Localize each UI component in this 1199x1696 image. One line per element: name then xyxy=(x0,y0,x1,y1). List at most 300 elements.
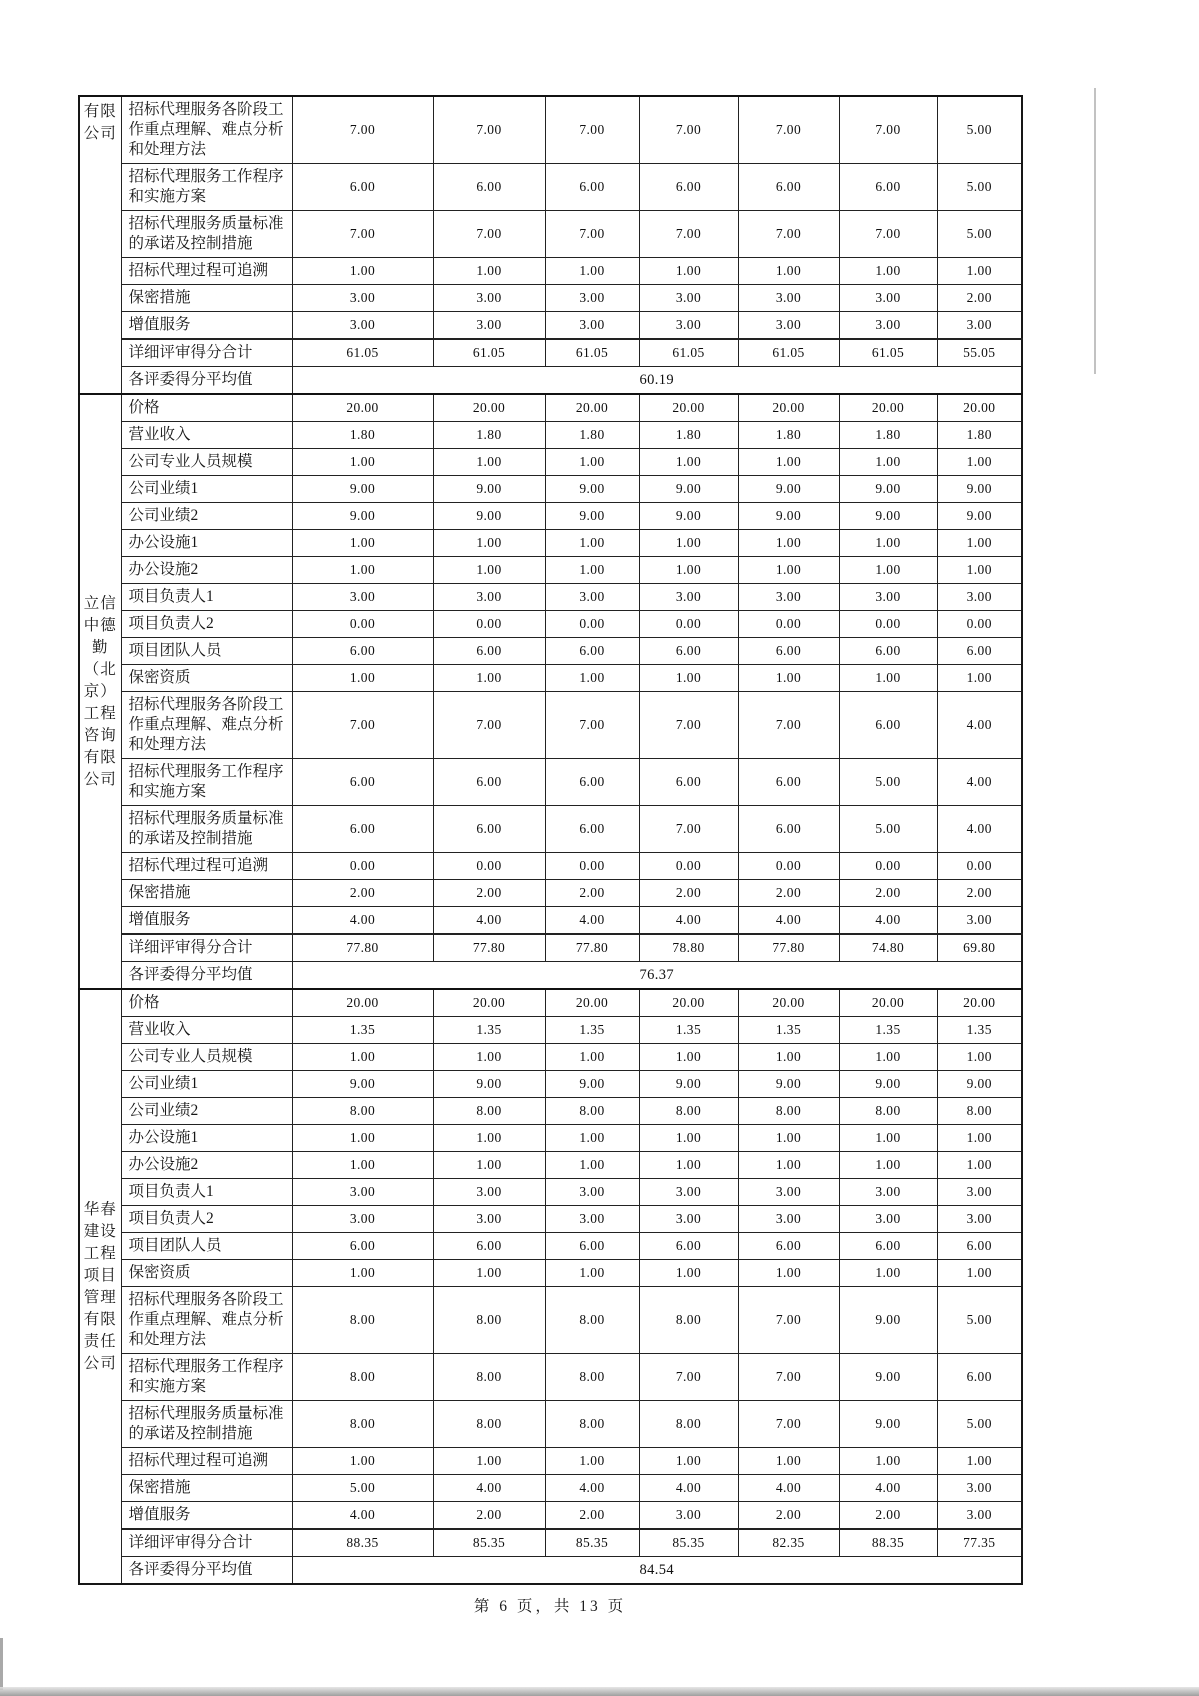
score-cell: 5.00 xyxy=(839,806,937,853)
score-cell: 1.00 xyxy=(433,1044,545,1071)
score-cell: 8.00 xyxy=(545,1401,639,1448)
score-cell: 20.00 xyxy=(639,989,738,1017)
score-row xyxy=(79,96,1022,164)
score-cell: 3.00 xyxy=(738,1206,839,1233)
score-cell: 6.00 xyxy=(433,164,545,211)
criteria-label: 各评委得分平均值 xyxy=(121,1557,292,1585)
score-cell: 3.00 xyxy=(639,1502,738,1530)
score-cell: 4.00 xyxy=(639,907,738,935)
score-cell: 1.00 xyxy=(937,665,1022,692)
score-row xyxy=(79,1354,1022,1401)
score-row xyxy=(79,1125,1022,1152)
score-cell: 2.00 xyxy=(738,1502,839,1530)
criteria-label: 保密措施 xyxy=(121,880,292,907)
score-cell: 9.00 xyxy=(738,476,839,503)
score-cell: 1.80 xyxy=(738,422,839,449)
score-cell: 3.00 xyxy=(937,1475,1022,1502)
criteria-label: 增值服务 xyxy=(121,907,292,935)
score-row xyxy=(79,1475,1022,1502)
score-cell: 1.00 xyxy=(545,258,639,285)
score-cell: 6.00 xyxy=(292,806,433,853)
score-cell: 6.00 xyxy=(937,1233,1022,1260)
criteria-label: 营业收入 xyxy=(121,422,292,449)
score-cell: 4.00 xyxy=(937,759,1022,806)
score-cell: 88.35 xyxy=(292,1529,433,1557)
score-cell: 1.80 xyxy=(433,422,545,449)
score-cell: 0.00 xyxy=(937,853,1022,880)
score-cell: 1.00 xyxy=(292,1448,433,1475)
score-cell: 55.05 xyxy=(937,339,1022,367)
score-cell: 3.00 xyxy=(545,312,639,340)
score-cell: 8.00 xyxy=(545,1287,639,1354)
score-cell: 7.00 xyxy=(433,692,545,759)
score-cell: 1.35 xyxy=(937,1017,1022,1044)
score-cell: 7.00 xyxy=(839,96,937,164)
score-cell: 8.00 xyxy=(292,1098,433,1125)
score-cell: 0.00 xyxy=(433,611,545,638)
score-cell: 1.80 xyxy=(545,422,639,449)
score-cell: 61.05 xyxy=(292,339,433,367)
scan-edge-artifact xyxy=(1094,88,1096,374)
score-cell: 1.35 xyxy=(639,1017,738,1044)
score-cell: 2.00 xyxy=(433,880,545,907)
score-cell: 6.00 xyxy=(839,164,937,211)
criteria-label: 增值服务 xyxy=(121,1502,292,1530)
score-cell: 1.00 xyxy=(937,1044,1022,1071)
criteria-label: 项目负责人1 xyxy=(121,1179,292,1206)
score-cell: 7.00 xyxy=(639,211,738,258)
average-row xyxy=(79,367,1022,395)
score-cell: 1.00 xyxy=(545,1125,639,1152)
score-cell: 20.00 xyxy=(639,394,738,422)
score-cell: 1.00 xyxy=(738,557,839,584)
criteria-label: 办公设施2 xyxy=(121,557,292,584)
score-cell: 1.00 xyxy=(937,1448,1022,1475)
criteria-label: 营业收入 xyxy=(121,1017,292,1044)
score-cell: 6.00 xyxy=(738,164,839,211)
score-cell: 7.00 xyxy=(545,692,639,759)
score-row xyxy=(79,1448,1022,1475)
score-cell: 1.00 xyxy=(937,1125,1022,1152)
score-cell: 1.00 xyxy=(545,1044,639,1071)
score-cell: 3.00 xyxy=(433,1206,545,1233)
score-cell: 1.00 xyxy=(292,1260,433,1287)
score-cell: 1.00 xyxy=(639,1044,738,1071)
score-cell: 8.00 xyxy=(433,1098,545,1125)
score-cell: 3.00 xyxy=(639,285,738,312)
score-cell: 1.00 xyxy=(738,1260,839,1287)
score-cell: 4.00 xyxy=(738,907,839,935)
score-cell: 7.00 xyxy=(292,211,433,258)
criteria-label: 公司业绩1 xyxy=(121,476,292,503)
score-cell: 1.35 xyxy=(545,1017,639,1044)
score-cell: 5.00 xyxy=(292,1475,433,1502)
score-cell: 3.00 xyxy=(839,312,937,340)
score-cell: 0.00 xyxy=(292,611,433,638)
score-row xyxy=(79,989,1022,1017)
score-cell: 6.00 xyxy=(839,1233,937,1260)
total-row xyxy=(79,1529,1022,1557)
score-cell: 3.00 xyxy=(937,312,1022,340)
criteria-label: 各评委得分平均值 xyxy=(121,962,292,990)
score-cell: 85.35 xyxy=(545,1529,639,1557)
score-cell: 77.80 xyxy=(433,934,545,962)
average-score-cell: 84.54 xyxy=(292,1557,1022,1585)
score-cell: 1.00 xyxy=(433,557,545,584)
score-cell: 0.00 xyxy=(639,611,738,638)
criteria-label: 项目负责人2 xyxy=(121,1206,292,1233)
score-cell: 1.00 xyxy=(937,449,1022,476)
score-cell: 1.00 xyxy=(545,557,639,584)
score-row xyxy=(79,1260,1022,1287)
score-cell: 1.00 xyxy=(839,530,937,557)
score-cell: 7.00 xyxy=(639,692,738,759)
criteria-label: 招标代理服务质量标准的承诺及控制措施 xyxy=(121,806,292,853)
score-cell: 1.00 xyxy=(433,1125,545,1152)
score-cell: 1.00 xyxy=(639,449,738,476)
evaluation-table xyxy=(78,95,1023,1585)
score-cell: 3.00 xyxy=(292,1206,433,1233)
score-cell: 9.00 xyxy=(545,476,639,503)
score-cell: 9.00 xyxy=(738,503,839,530)
score-cell: 3.00 xyxy=(937,1179,1022,1206)
score-cell: 7.00 xyxy=(738,96,839,164)
score-cell: 0.00 xyxy=(839,853,937,880)
score-row xyxy=(79,907,1022,935)
score-cell: 1.80 xyxy=(937,422,1022,449)
score-cell: 8.00 xyxy=(839,1098,937,1125)
criteria-label: 公司业绩2 xyxy=(121,1098,292,1125)
score-cell: 5.00 xyxy=(937,96,1022,164)
score-cell: 1.00 xyxy=(433,1152,545,1179)
score-cell: 9.00 xyxy=(738,1071,839,1098)
score-cell: 4.00 xyxy=(738,1475,839,1502)
criteria-label: 办公设施1 xyxy=(121,530,292,557)
criteria-label: 招标代理服务各阶段工作重点理解、难点分析和处理方法 xyxy=(121,692,292,759)
score-cell: 3.00 xyxy=(545,1206,639,1233)
average-row xyxy=(79,1557,1022,1585)
score-cell: 6.00 xyxy=(433,759,545,806)
score-cell: 7.00 xyxy=(433,96,545,164)
score-cell: 0.00 xyxy=(738,853,839,880)
score-cell: 3.00 xyxy=(292,1179,433,1206)
score-cell: 6.00 xyxy=(433,638,545,665)
score-cell: 9.00 xyxy=(839,1401,937,1448)
score-cell: 7.00 xyxy=(738,1354,839,1401)
score-row xyxy=(79,530,1022,557)
score-cell: 1.35 xyxy=(738,1017,839,1044)
score-cell: 1.00 xyxy=(839,1448,937,1475)
score-cell: 7.00 xyxy=(639,96,738,164)
score-cell: 9.00 xyxy=(545,1071,639,1098)
score-cell: 1.00 xyxy=(292,1125,433,1152)
score-cell: 1.00 xyxy=(937,258,1022,285)
score-cell: 9.00 xyxy=(433,503,545,530)
score-cell: 9.00 xyxy=(839,476,937,503)
score-cell: 88.35 xyxy=(839,1529,937,1557)
score-cell: 6.00 xyxy=(738,759,839,806)
score-cell: 0.00 xyxy=(937,611,1022,638)
score-cell: 7.00 xyxy=(639,1354,738,1401)
score-cell: 1.00 xyxy=(937,1152,1022,1179)
score-cell: 61.05 xyxy=(433,339,545,367)
score-cell: 1.35 xyxy=(433,1017,545,1044)
score-cell: 20.00 xyxy=(738,394,839,422)
score-cell: 2.00 xyxy=(639,880,738,907)
score-row xyxy=(79,1179,1022,1206)
score-cell: 1.00 xyxy=(937,1260,1022,1287)
score-row xyxy=(79,1017,1022,1044)
score-cell: 1.00 xyxy=(738,665,839,692)
score-cell: 74.80 xyxy=(839,934,937,962)
score-cell: 3.00 xyxy=(839,1206,937,1233)
score-cell: 6.00 xyxy=(937,638,1022,665)
score-cell: 9.00 xyxy=(292,503,433,530)
score-cell: 3.00 xyxy=(292,584,433,611)
score-cell: 8.00 xyxy=(292,1401,433,1448)
score-cell: 4.00 xyxy=(433,907,545,935)
score-cell: 8.00 xyxy=(292,1354,433,1401)
document-page xyxy=(78,95,1023,1585)
criteria-label: 增值服务 xyxy=(121,312,292,340)
score-cell: 0.00 xyxy=(545,853,639,880)
score-cell: 7.00 xyxy=(738,1401,839,1448)
score-cell: 7.00 xyxy=(545,96,639,164)
score-cell: 3.00 xyxy=(433,312,545,340)
company-name-cell: 有限 公司 xyxy=(79,96,121,394)
criteria-label: 详细评审得分合计 xyxy=(121,339,292,367)
score-cell: 1.00 xyxy=(738,449,839,476)
score-cell: 1.00 xyxy=(839,449,937,476)
score-row xyxy=(79,422,1022,449)
score-cell: 7.00 xyxy=(738,211,839,258)
score-cell: 8.00 xyxy=(433,1354,545,1401)
score-cell: 1.00 xyxy=(545,530,639,557)
score-cell: 9.00 xyxy=(639,476,738,503)
score-cell: 77.80 xyxy=(738,934,839,962)
score-cell: 3.00 xyxy=(839,1179,937,1206)
company-name-cell: 立信 中德 勤 （北 京） 工程 咨询 有限 公司 xyxy=(79,394,121,989)
score-cell: 7.00 xyxy=(433,211,545,258)
score-cell: 20.00 xyxy=(292,394,433,422)
score-cell: 9.00 xyxy=(292,1071,433,1098)
score-row xyxy=(79,1044,1022,1071)
score-cell: 4.00 xyxy=(937,806,1022,853)
score-cell: 1.00 xyxy=(738,1448,839,1475)
score-cell: 4.00 xyxy=(292,907,433,935)
score-cell: 1.00 xyxy=(292,1044,433,1071)
score-cell: 1.00 xyxy=(738,1152,839,1179)
criteria-label: 招标代理服务工作程序和实施方案 xyxy=(121,164,292,211)
score-cell: 8.00 xyxy=(545,1098,639,1125)
score-cell: 4.00 xyxy=(639,1475,738,1502)
score-cell: 5.00 xyxy=(937,1401,1022,1448)
score-cell: 20.00 xyxy=(292,989,433,1017)
score-cell: 3.00 xyxy=(292,312,433,340)
criteria-label: 办公设施2 xyxy=(121,1152,292,1179)
score-cell: 69.80 xyxy=(937,934,1022,962)
score-cell: 0.00 xyxy=(738,611,839,638)
score-cell: 6.00 xyxy=(738,1233,839,1260)
score-cell: 3.00 xyxy=(738,312,839,340)
score-cell: 6.00 xyxy=(639,759,738,806)
criteria-label: 招标代理服务各阶段工作重点理解、难点分析和处理方法 xyxy=(121,1287,292,1354)
score-cell: 7.00 xyxy=(292,96,433,164)
score-cell: 1.80 xyxy=(639,422,738,449)
score-cell: 5.00 xyxy=(839,759,937,806)
score-cell: 1.00 xyxy=(639,1152,738,1179)
score-cell: 8.00 xyxy=(639,1098,738,1125)
score-row xyxy=(79,806,1022,853)
score-cell: 77.80 xyxy=(292,934,433,962)
score-cell: 1.00 xyxy=(839,665,937,692)
score-cell: 0.00 xyxy=(433,853,545,880)
score-row xyxy=(79,584,1022,611)
score-cell: 1.00 xyxy=(292,258,433,285)
score-cell: 4.00 xyxy=(292,1502,433,1530)
score-cell: 20.00 xyxy=(839,989,937,1017)
score-cell: 9.00 xyxy=(639,503,738,530)
criteria-label: 项目团队人员 xyxy=(121,1233,292,1260)
score-row xyxy=(79,164,1022,211)
criteria-label: 保密措施 xyxy=(121,1475,292,1502)
company-name-cell: 华春 建设 工程 项目 管理 有限 责任 公司 xyxy=(79,989,121,1584)
score-cell: 1.00 xyxy=(839,557,937,584)
score-cell: 8.00 xyxy=(639,1287,738,1354)
score-cell: 3.00 xyxy=(839,584,937,611)
score-cell: 4.00 xyxy=(839,907,937,935)
criteria-label: 各评委得分平均值 xyxy=(121,367,292,395)
score-cell: 3.00 xyxy=(937,1502,1022,1530)
score-cell: 20.00 xyxy=(937,989,1022,1017)
score-cell: 6.00 xyxy=(545,759,639,806)
score-cell: 8.00 xyxy=(292,1287,433,1354)
score-cell: 20.00 xyxy=(545,989,639,1017)
score-cell: 9.00 xyxy=(639,1071,738,1098)
score-cell: 1.00 xyxy=(433,530,545,557)
score-cell: 3.00 xyxy=(738,1179,839,1206)
score-cell: 9.00 xyxy=(937,503,1022,530)
score-cell: 1.00 xyxy=(292,530,433,557)
score-row xyxy=(79,1401,1022,1448)
criteria-label: 项目负责人1 xyxy=(121,584,292,611)
score-cell: 2.00 xyxy=(545,880,639,907)
score-cell: 1.80 xyxy=(839,422,937,449)
score-cell: 7.00 xyxy=(738,692,839,759)
average-row xyxy=(79,962,1022,990)
score-row xyxy=(79,557,1022,584)
score-cell: 20.00 xyxy=(839,394,937,422)
score-cell: 3.00 xyxy=(292,285,433,312)
score-cell: 1.00 xyxy=(292,449,433,476)
score-cell: 1.00 xyxy=(292,557,433,584)
score-cell: 6.00 xyxy=(545,638,639,665)
score-cell: 1.00 xyxy=(639,1448,738,1475)
criteria-label: 招标代理服务质量标准的承诺及控制措施 xyxy=(121,1401,292,1448)
score-cell: 1.00 xyxy=(839,1260,937,1287)
score-cell: 2.00 xyxy=(545,1502,639,1530)
score-cell: 1.00 xyxy=(937,530,1022,557)
score-cell: 7.00 xyxy=(639,806,738,853)
score-cell: 20.00 xyxy=(937,394,1022,422)
average-score-cell: 76.37 xyxy=(292,962,1022,990)
score-row xyxy=(79,476,1022,503)
score-cell: 2.00 xyxy=(292,880,433,907)
score-row xyxy=(79,1098,1022,1125)
score-cell: 8.00 xyxy=(433,1401,545,1448)
criteria-label: 详细评审得分合计 xyxy=(121,934,292,962)
criteria-label: 保密资质 xyxy=(121,665,292,692)
score-cell: 6.00 xyxy=(433,806,545,853)
score-cell: 6.00 xyxy=(545,806,639,853)
score-cell: 61.05 xyxy=(738,339,839,367)
score-cell: 3.00 xyxy=(738,584,839,611)
score-row xyxy=(79,258,1022,285)
page-number: 第 6 页，共 13 页 xyxy=(473,1598,627,1615)
score-row xyxy=(79,1206,1022,1233)
score-cell: 0.00 xyxy=(839,611,937,638)
score-cell: 1.00 xyxy=(839,1152,937,1179)
score-row xyxy=(79,312,1022,340)
score-row xyxy=(79,1287,1022,1354)
score-cell: 1.00 xyxy=(839,1125,937,1152)
score-cell: 3.00 xyxy=(639,312,738,340)
score-cell: 6.00 xyxy=(839,638,937,665)
score-cell: 1.00 xyxy=(292,1152,433,1179)
score-cell: 1.00 xyxy=(433,1260,545,1287)
score-row xyxy=(79,665,1022,692)
score-cell: 1.00 xyxy=(292,665,433,692)
score-cell: 9.00 xyxy=(433,476,545,503)
score-cell: 1.00 xyxy=(738,1125,839,1152)
score-cell: 9.00 xyxy=(937,476,1022,503)
criteria-label: 公司业绩1 xyxy=(121,1071,292,1098)
score-cell: 3.00 xyxy=(545,584,639,611)
score-cell: 6.00 xyxy=(639,1233,738,1260)
criteria-label: 详细评审得分合计 xyxy=(121,1529,292,1557)
score-cell: 1.00 xyxy=(545,1260,639,1287)
criteria-label: 招标代理服务工作程序和实施方案 xyxy=(121,759,292,806)
score-cell: 61.05 xyxy=(545,339,639,367)
score-row xyxy=(79,285,1022,312)
score-cell: 4.00 xyxy=(433,1475,545,1502)
score-cell: 6.00 xyxy=(292,1233,433,1260)
criteria-label: 办公设施1 xyxy=(121,1125,292,1152)
score-cell: 6.00 xyxy=(639,638,738,665)
score-cell: 8.00 xyxy=(545,1354,639,1401)
score-cell: 1.00 xyxy=(738,1044,839,1071)
score-cell: 8.00 xyxy=(738,1098,839,1125)
score-cell: 9.00 xyxy=(839,503,937,530)
score-cell: 6.00 xyxy=(545,1233,639,1260)
score-cell: 1.00 xyxy=(639,665,738,692)
score-cell: 3.00 xyxy=(839,285,937,312)
score-cell: 4.00 xyxy=(545,907,639,935)
score-cell: 7.00 xyxy=(545,211,639,258)
score-row xyxy=(79,853,1022,880)
score-cell: 85.35 xyxy=(433,1529,545,1557)
score-cell: 82.35 xyxy=(738,1529,839,1557)
score-cell: 20.00 xyxy=(738,989,839,1017)
score-cell: 9.00 xyxy=(839,1071,937,1098)
score-cell: 1.00 xyxy=(639,557,738,584)
score-cell: 1.00 xyxy=(433,449,545,476)
score-cell: 2.00 xyxy=(839,880,937,907)
score-cell: 5.00 xyxy=(937,1287,1022,1354)
score-cell: 4.00 xyxy=(937,692,1022,759)
criteria-label: 项目团队人员 xyxy=(121,638,292,665)
score-cell: 6.00 xyxy=(292,759,433,806)
